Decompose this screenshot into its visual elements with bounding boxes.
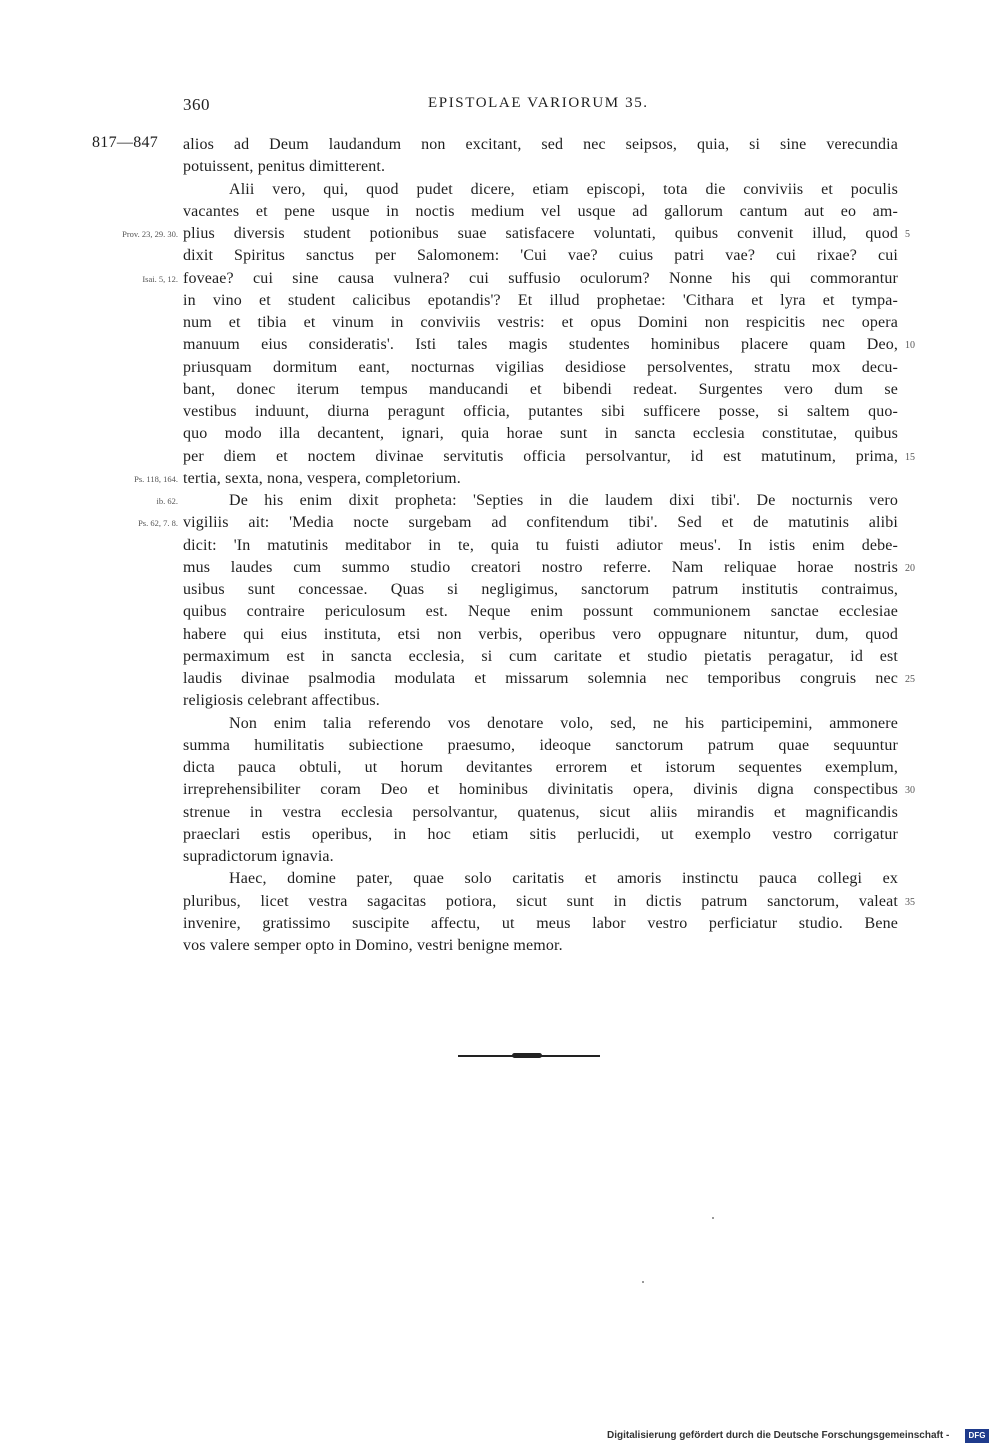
text-line: supradictorum ignavia. [183,848,334,865]
text-line: Alii vero, qui, quod pudet dicere, etiam episcopi, tota die conviviis et poculis [229,180,898,198]
text-line: vigiliis ait: 'Media nocte surgebam ad confitendum tibi'. Sed et de matutinis alibi [183,514,898,532]
scan-speck [712,1217,714,1219]
running-head: EPISTOLAE VARIORUM 35. [428,95,649,111]
text-line: bant, donec iterum tempus manducandi et bibendi redeat. Surgentes vero dum se [183,380,898,398]
footer-credit: Digitalisierung gefördert durch die Deutsche Forschungsgemeinschaft - [607,1430,950,1441]
text-line: tertia, sexta, nona, vespera, completorium. [183,469,461,487]
margin-reference: ib. 62. [156,496,178,506]
margin-reference: Isai. 5, 12. [142,273,178,284]
text-line: dicta pauca obtuli, ut horum devitantes errorem et istorum sequentes exemplum, [183,759,898,776]
line-number: 15 [905,451,915,463]
line-number: 20 [905,562,915,574]
text-line: irreprehensibiliter coram Deo et hominibus divinitatis opera, divinis digna conspectibus [183,781,898,799]
text-line: quo modo illa decantent, ignari, quia horae sunt in sancta ecclesia constitutae, quibus [183,425,898,443]
text-line: vestibus induunt, diurna peragunt officia, putantes sibi sufficere posse, si saltem quo- [183,403,898,420]
text-line: Haec, domine pater, quae solo caritatis et amoris instinctu pauca collegi ex [229,870,898,888]
margin-reference: Prov. 23, 29. 30. [122,229,178,239]
text-line: per diem et noctem divinae servitutis officia persolvantur, id est matutinum, prima, [183,447,898,465]
text-line: De his enim dixit propheta: 'Septies in die laudem dixi tibi'. De nocturnis vero [229,492,898,509]
text-line: potuissent, penitus dimitterent. [183,158,386,176]
end-ornament [458,1055,600,1057]
line-number: 30 [905,785,915,797]
body-text [183,134,898,957]
text-line: summa humilitatis subiectione praesumo, ideoque sanctorum patrum quae sequuntur [183,736,898,754]
text-line: laudis divinae psalmodia modulata et missarum solemnia nec temporibus congruis nec [183,670,898,687]
text-line: usibus sunt concessae. Quas si negligimus, sanctorum patrum institutis contraimus, [183,581,898,598]
line-number: 25 [905,674,915,685]
text-line: praeclari estis operibus, in hoc etiam sitis perlucidi, ut exemplo vestro corrigatur [183,825,898,843]
line-number: 5 [905,229,910,240]
text-line: Non enim talia referendo vos denotare volo, sed, ne his participemini, ammonere [229,714,898,732]
text-line: pluribus, licet vestra sagacitas potiora, sicut sunt in dictis patrum sanctorum, valeat [183,892,898,910]
text-line: quibus contraire periculosum est. Neque enim possunt communionem sanctae ecclesiae [183,603,898,621]
text-line: vos valere semper opto in Domino, vestri benigne memor. [183,937,563,954]
margin-reference: Ps. 62, 7. 8. [138,518,178,529]
text-line: mus laudes cum summo studio creatori nostro referre. Nam reliquae horae nostris [183,558,898,576]
text-line: invenire, gratissimo suscipite affectu, ut meus labor vestro perficiatur studio. Bene [183,914,898,932]
text-line: in vino et student calicibus epotandis'? Et illud prophetae: 'Cithara et lyra et tympa- [183,291,898,309]
text-line: vacantes et pene usque in noctis medium vel usque ad gallorum cantum aut eo am- [183,202,898,220]
text-line: dicit: 'In matutinis meditabor in te, quia tu fuisti adiutor meus'. In istis enim debe- [183,536,898,554]
text-line: priusquam dormitum eant, nocturnas vigilias desidiose persolventes, stratu mox decu- [183,358,898,376]
text-line: strenue in vestra ecclesia persolvantur, quatenus, sicut aliis mirandis et magnificandis [183,803,898,821]
text-line: alios ad Deum laudandum non excitant, sed nec seipsos, quia, si sine verecundia [183,136,898,153]
text-line: religiosis celebrant affectibus. [183,692,380,710]
margin-reference: Ps. 118, 164. [134,473,178,484]
text-line: dixit Spiritus sanctus per Salomonem: 'Cui vae? cuius patri vae? cui rixae? cui [183,247,898,265]
text-line: permaximum est in sancta ecclesia, si cum caritate et studio pietatis peragatur, id est [183,647,898,665]
text-line: num et tibia et vinum in conviviis vestris: et opus Domini non respicitis nec opera [183,314,898,331]
text-line: foveae? cui sine causa vulnera? cui suffusio oculorum? Nonne his qui commorantur [183,269,898,287]
date-range: 817—847 [92,134,159,151]
page-number: 360 [183,95,210,114]
dfg-logo: DFG [965,1429,989,1443]
text-line: plius diversis student potionibus suae satisfacere voluntati, quibus convenit illud, quod [183,225,898,242]
scan-speck [642,1281,644,1283]
text-line: manuum eius consideratis'. Isti tales magis studentes hominibus placere quam Deo, [183,336,898,354]
text-line: habere qui eius instituta, etsi non verbis, operibus vero oppugnare nituntur, dum, quod [183,625,898,643]
line-number: 35 [905,896,915,908]
line-number: 10 [905,340,915,352]
